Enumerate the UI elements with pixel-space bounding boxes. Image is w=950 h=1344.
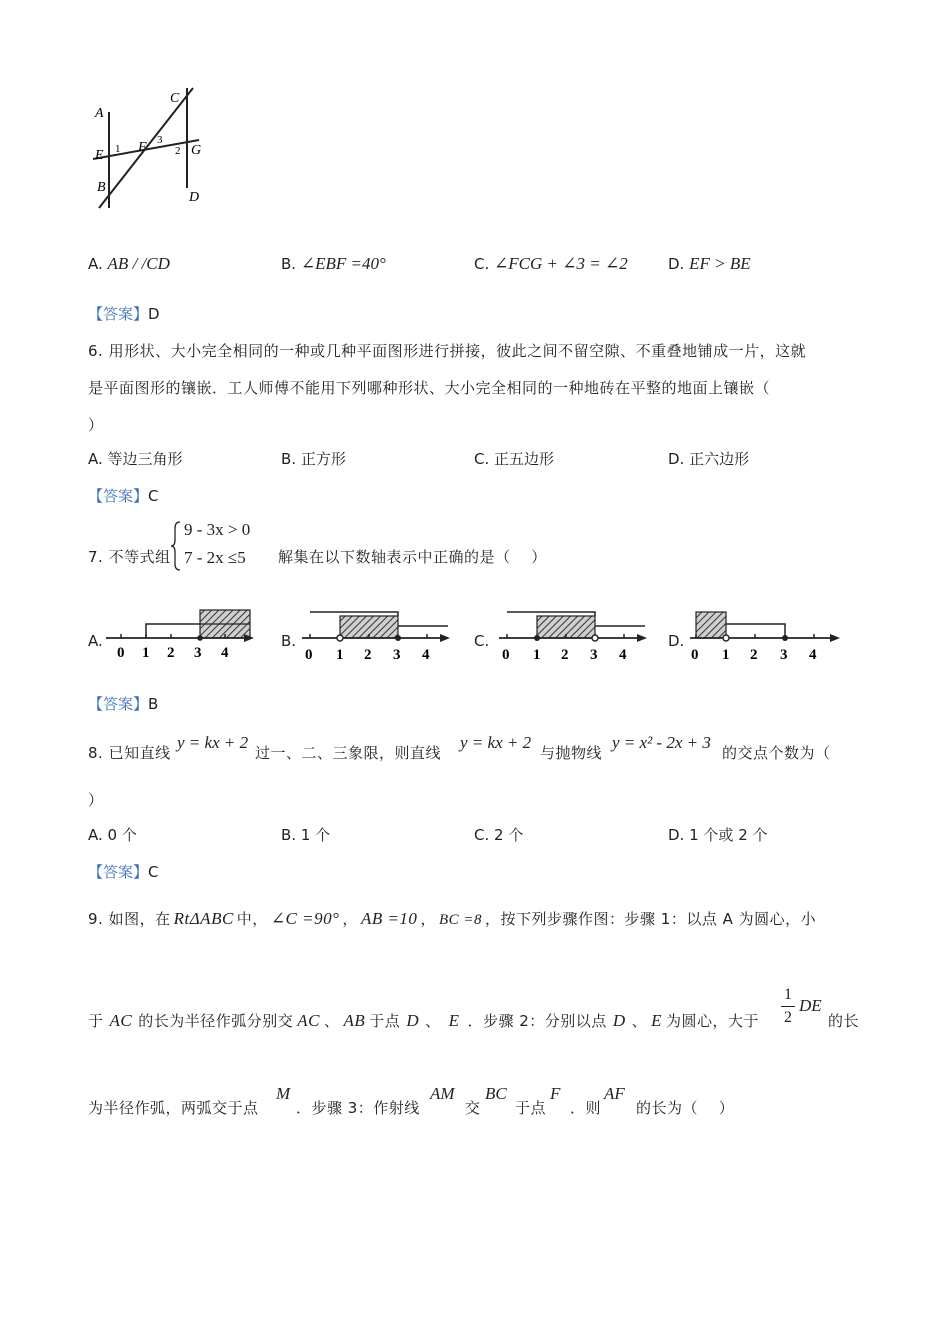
label-e: E — [95, 148, 104, 163]
tick-label: 3 — [194, 645, 202, 661]
option-text: AB / /CD — [107, 254, 170, 273]
q7-number-line-b — [300, 604, 450, 662]
q5-option-a[interactable] — [88, 254, 170, 274]
q7-option-d-letter[interactable]: D. — [668, 632, 685, 650]
math-bc: BC — [485, 1084, 507, 1103]
text: 为圆心，大于 — [666, 1012, 760, 1030]
option-text: 正六边形 — [689, 450, 750, 468]
q9-line-3-d: 于点 — [515, 1099, 547, 1117]
q5-answer — [88, 303, 160, 324]
q7-option-a-letter[interactable]: A. — [88, 632, 103, 650]
math-m: M — [276, 1084, 291, 1103]
q7-prefix: 7. 不等式组 — [88, 548, 171, 566]
text: ．步骤 2：分别以点 — [467, 1012, 607, 1030]
q9-line-1 — [88, 908, 816, 929]
q7-option-b-letter[interactable]: B. — [281, 632, 297, 650]
q9-line-3-a: 为半径作弧，两弧交于点 — [88, 1099, 259, 1117]
text: 的长为半径作弧分别交 — [138, 1012, 294, 1030]
q7-answer — [88, 693, 158, 714]
tick-label: 1 — [722, 647, 730, 662]
option-letter: A. — [88, 450, 103, 468]
text: 9. 如图，在 — [88, 910, 171, 928]
label-1: 1 — [115, 143, 121, 155]
fraction-denominator: 2 — [784, 1009, 792, 1026]
q6-line-1: 6. 用形状、大小完全相同的一种或几种平面图形进行拼接，彼此之间不留空隙、不重叠地铺成一片，这就 — [88, 342, 807, 360]
option-letter: D. — [668, 450, 685, 468]
q5-geometry-figure — [85, 80, 215, 215]
q8-answer — [88, 861, 159, 882]
q9-line-3-b: ．步骤 3：作射线 — [296, 1099, 420, 1117]
q8-option-c[interactable] — [474, 824, 523, 845]
math-af: AF — [604, 1084, 625, 1103]
answer-label: 【答案】 — [88, 695, 149, 713]
option-letter: A. — [88, 255, 103, 273]
math-bc: BC =8 — [438, 912, 482, 928]
text: ， — [342, 910, 358, 928]
q7-inequality-1: 9 - 3x > 0 — [184, 520, 251, 539]
q9-line-2-end: 的长 — [828, 1012, 860, 1030]
q7-brace — [170, 520, 182, 572]
text: 中， — [236, 910, 268, 928]
option-text: 2 个 — [494, 826, 524, 844]
option-letter: C. — [474, 255, 490, 273]
q9-line-3-c: 交 — [465, 1099, 481, 1117]
q8-equation-2: y = kx + 2 — [460, 733, 532, 752]
option-letter: D. — [668, 255, 685, 273]
option-letter: D. — [668, 826, 685, 844]
tick-label: 1 — [533, 647, 541, 662]
label-a: A — [95, 106, 104, 121]
text: 、 — [324, 1012, 340, 1030]
answer-label: 【答案】 — [88, 863, 149, 881]
q7-number-line-a — [104, 604, 254, 662]
tick-label: 0 — [305, 647, 313, 662]
math-am: AM — [430, 1084, 455, 1103]
q7-suffix: 解集在以下数轴表示中正确的是（ ） — [278, 548, 547, 566]
q9-line-2 — [88, 1010, 759, 1031]
q7-inequality-2: 7 - 2x ≤5 — [184, 548, 246, 567]
math-e: E — [651, 1011, 662, 1030]
tick-label: 1 — [142, 645, 150, 661]
q8-option-a[interactable] — [88, 824, 137, 845]
text: ，按下列步骤作图：步骤 1：以点 A 为圆心，小 — [485, 910, 817, 928]
text: 、 — [425, 1012, 441, 1030]
q8-mid-1: 过一、二、三象限，则直线 — [255, 744, 442, 762]
label-b: B — [97, 180, 106, 195]
tick-label: 4 — [619, 647, 627, 662]
fraction-numerator: 1 — [784, 986, 792, 1003]
fraction-bar — [781, 1006, 795, 1007]
option-letter: A. — [88, 826, 103, 844]
option-text: 等边三角形 — [107, 450, 183, 468]
option-letter: B. — [281, 255, 297, 273]
q8-equation-3: y = x² - 2x + 3 — [612, 733, 711, 752]
q6-line-2: 是平面图形的镶嵌．工人师傅不能用下列哪种形状、大小完全相同的一种地砖在平整的地面上镶嵌（ — [88, 379, 771, 397]
q9-line-3-e: ．则 — [570, 1099, 602, 1117]
math-ab: AB =10 — [360, 909, 418, 928]
tick-label: 3 — [590, 647, 598, 662]
label-d: D — [189, 190, 200, 205]
answer-value: C — [148, 487, 159, 505]
tick-label: 0 — [117, 645, 125, 661]
math-angle: ∠C =90° — [270, 909, 340, 928]
answer-label: 【答案】 — [88, 487, 149, 505]
q8-option-d[interactable] — [668, 824, 768, 845]
text: 于点 — [369, 1012, 401, 1030]
q7-option-c-letter[interactable]: C. — [474, 632, 490, 650]
tick-label: 2 — [167, 645, 175, 661]
tick-label: 2 — [364, 647, 372, 662]
math-ac: AC — [297, 1011, 320, 1030]
tick-label: 4 — [422, 647, 430, 662]
label-c: C — [170, 91, 180, 106]
tick-label: 3 — [393, 647, 401, 662]
math-d: D — [612, 1011, 626, 1030]
tick-label: 4 — [221, 645, 229, 661]
tick-label: 1 — [336, 647, 344, 662]
q5-option-b[interactable] — [281, 254, 386, 274]
q8-option-b[interactable] — [281, 824, 330, 845]
q6-option-c[interactable] — [474, 448, 554, 469]
option-text: 正方形 — [300, 450, 346, 468]
answer-value: C — [148, 863, 159, 881]
text: 、 — [631, 1012, 648, 1030]
tick-label: 2 — [561, 647, 569, 662]
option-letter: B. — [281, 826, 297, 844]
text: ， — [420, 910, 436, 928]
q5-option-c[interactable] — [474, 254, 628, 274]
tick-label: 3 — [780, 647, 788, 662]
answer-value: B — [148, 695, 159, 713]
q8-line-2: ） — [88, 791, 104, 809]
label-3: 3 — [157, 134, 163, 146]
tick-label: 0 — [691, 647, 699, 662]
answer-label: 【答案】 — [88, 305, 149, 323]
math-f: F — [550, 1084, 561, 1103]
q6-option-d[interactable] — [668, 448, 749, 469]
q6-option-a[interactable] — [88, 448, 183, 469]
q6-answer — [88, 485, 159, 506]
option-text: 正五边形 — [494, 450, 555, 468]
math-ab: AB — [343, 1011, 366, 1030]
math-de: DE — [799, 996, 822, 1015]
q8-suffix: 的交点个数为（ — [722, 744, 831, 762]
q8-equation-1: y = kx + 2 — [177, 733, 249, 752]
option-text: 1 个或 2 个 — [689, 826, 768, 844]
option-letter: C. — [474, 826, 490, 844]
q8-mid-2: 与抛物线 — [540, 744, 603, 762]
q6-option-b[interactable] — [281, 448, 346, 469]
option-text: ∠EBF =40° — [300, 254, 386, 273]
math-d: D — [406, 1011, 420, 1030]
q9-line-3-f: 的长为（ ） — [636, 1099, 735, 1117]
label-2: 2 — [175, 145, 181, 157]
option-letter: B. — [281, 450, 297, 468]
option-text: 0 个 — [107, 826, 137, 844]
option-text: ∠FCG + ∠3 = ∠2 — [494, 254, 628, 273]
tick-label: 2 — [750, 647, 758, 662]
option-text: EF > BE — [689, 254, 751, 273]
label-f: F — [138, 140, 147, 155]
answer-value: D — [148, 305, 160, 323]
tick-label: 0 — [502, 647, 510, 662]
text: 于 — [88, 1012, 104, 1030]
math-e: E — [448, 1011, 460, 1030]
label-g: G — [191, 143, 202, 158]
q7-number-line-d — [688, 604, 843, 662]
math-triangle: RtΔABC — [173, 909, 234, 928]
q6-line-3: ） — [88, 416, 104, 434]
tick-label: 4 — [809, 647, 817, 662]
q5-option-d[interactable] — [668, 254, 751, 274]
math-ac: AC — [109, 1011, 133, 1030]
q8-prefix: 8. 已知直线 — [88, 744, 171, 762]
option-letter: C. — [474, 450, 490, 468]
q7-number-line-c — [497, 604, 647, 662]
option-text: 1 个 — [300, 826, 331, 844]
